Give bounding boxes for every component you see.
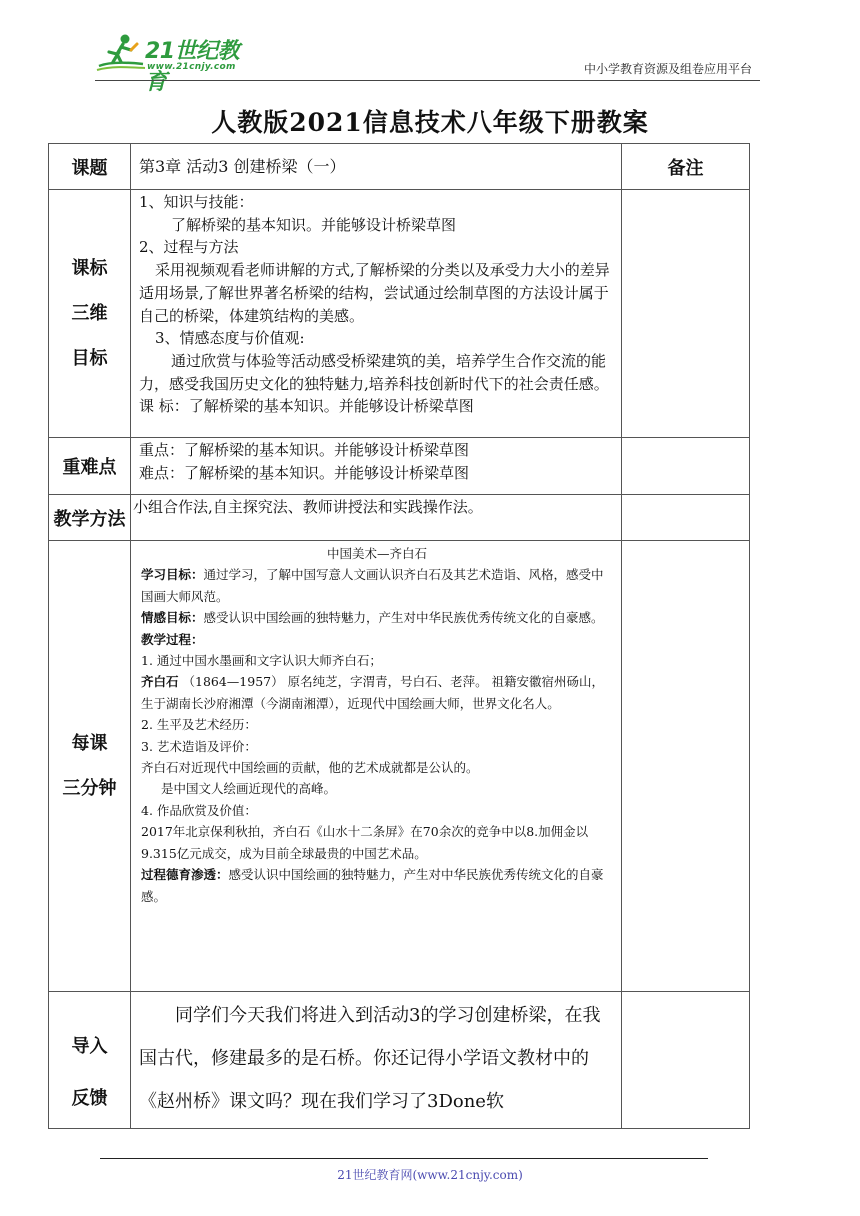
lesson-plan-table <box>48 143 750 1129</box>
step-4: 4. 作品欣赏及价值： <box>141 802 257 818</box>
runner-logo-icon <box>95 32 147 74</box>
goals-label: 课标 三维 目标 <box>49 190 131 438</box>
platform-name: 中小学教育资源及组卷应用平台 <box>583 62 752 76</box>
page-header <box>95 32 760 95</box>
table-row-intro <box>49 992 750 1129</box>
three-minutes-notes <box>622 541 750 992</box>
process-heading: 教学过程： <box>141 631 204 647</box>
intro-notes <box>622 992 750 1129</box>
method-label: 教学方法 <box>49 495 131 541</box>
evaluation-1: 齐白石对近现代中国绘画的贡献，他的艺术成就都是公认的。 <box>141 760 479 776</box>
section-heading: 中国美术—齐白石 <box>326 546 427 561</box>
moral-education: 过程德育渗透：感受认识中国绘画的独特魅力，产生对中华民族优秀传统文化的自豪感。 <box>141 867 604 904</box>
goal-line: 2、过程与方法 <box>139 238 239 257</box>
key-point: 重点：了解桥梁的基本知识。并能够设计桥梁草图 <box>139 441 470 459</box>
table-row-goals <box>49 190 750 438</box>
learning-goal-cont: 国画大师风范。 <box>141 588 229 604</box>
method-notes <box>622 495 750 541</box>
goal-line: 课 标：了解桥梁的基本知识。并能够设计桥梁草图 <box>139 397 474 416</box>
goals-notes <box>622 190 750 438</box>
site-logo[interactable] <box>95 32 260 95</box>
document-title: 人教版2021信息技术八年级下册教案 <box>211 108 649 137</box>
table-row-key-points <box>49 438 750 495</box>
goal-line: 1、知识与技能： <box>139 193 254 211</box>
method-content: 小组合作法,自主探究法、教师讲授法和实践操作法。 <box>131 495 622 541</box>
goal-line: 通过欣赏与体验等活动感受桥梁建筑的美，培养学生合作交流的能力，感受我国历史文化的独特魅力,培养科技创新时代下的社会责任感。 <box>139 351 609 393</box>
topic-label: 课题 <box>49 144 131 190</box>
learning-goal: 学习目标：通过学习，了解中国写意人文画认识齐白石及其艺术造诣、风格，感受中 <box>141 567 604 583</box>
key-points-notes <box>622 438 750 495</box>
biography: 齐白石 （1864—1957） 原名纯芝，字渭青，号白石、老萍。 祖籍安徽宿州砀山，生于湖南长沙府湘潭（今湖南湘潭），近现代中国绘画大师，世界文化名人。 <box>141 674 605 711</box>
logo-url: www.21cnjy.com <box>147 62 236 72</box>
step-3: 3. 艺术造诣及评价： <box>141 738 257 754</box>
logo-text: 21世纪教育 <box>145 39 240 95</box>
header-divider <box>95 80 760 81</box>
goal-line: 了解桥梁的基本知识。并能够设计桥梁草图 <box>171 215 457 234</box>
goals-content <box>131 190 622 438</box>
topic-value: 第3章 活动3 创建桥梁（一） <box>131 144 622 190</box>
table-row-topic <box>49 144 750 190</box>
intro-label: 导入 反馈 <box>49 992 131 1129</box>
key-points-label: 重难点 <box>49 438 131 495</box>
notes-header: 备注 <box>622 144 750 190</box>
footer-divider <box>100 1158 708 1159</box>
artwork-value: 2017年北京保利秋拍，齐白石《山水十二条屏》在70余次的竞争中以8.加佣金以9.315亿元成交，成为目前全球最贵的中国艺术品。 <box>141 824 589 861</box>
table-row-three-minutes <box>49 541 750 992</box>
three-minutes-content <box>131 541 622 992</box>
difficult-point: 难点：了解桥梁的基本知识。并能够设计桥梁草图 <box>139 463 470 482</box>
intro-text: 同学们今天我们将进入到活动3的学习创建桥梁，在我国古代，修建最多的是石桥。你还记得小学语文教材中的《赵州桥》课文吗？现在我们学习了3Done软 <box>139 1005 601 1112</box>
goal-line: 采用视频观看老师讲解的方式,了解桥梁的分类以及承受力大小的差异适用场景,了解世界著名桥梁的结构，尝试通过绘制草图的方法设计属于自己的桥梁，体建筑结构的美感。 <box>139 261 610 325</box>
table-row-method <box>49 495 750 541</box>
emotion-goal: 情感目标：感受认识中国绘画的独特魅力，产生对中华民族优秀传统文化的自豪感。 <box>141 610 604 626</box>
step-2: 2. 生平及艺术经历： <box>141 717 257 733</box>
evaluation-2: 是中国文人绘画近现代的高峰。 <box>161 781 337 797</box>
key-points-content <box>131 438 622 495</box>
three-minutes-label: 每课 三分钟 <box>49 541 131 992</box>
intro-content <box>131 992 622 1129</box>
footer-link[interactable]: 21世纪教育网(www.21cnjy.com) <box>337 1168 523 1182</box>
goal-line: 3、情感态度与价值观: <box>155 329 305 348</box>
step-1: 1. 通过中国水墨画和文字认识大师齐白石； <box>141 653 382 669</box>
